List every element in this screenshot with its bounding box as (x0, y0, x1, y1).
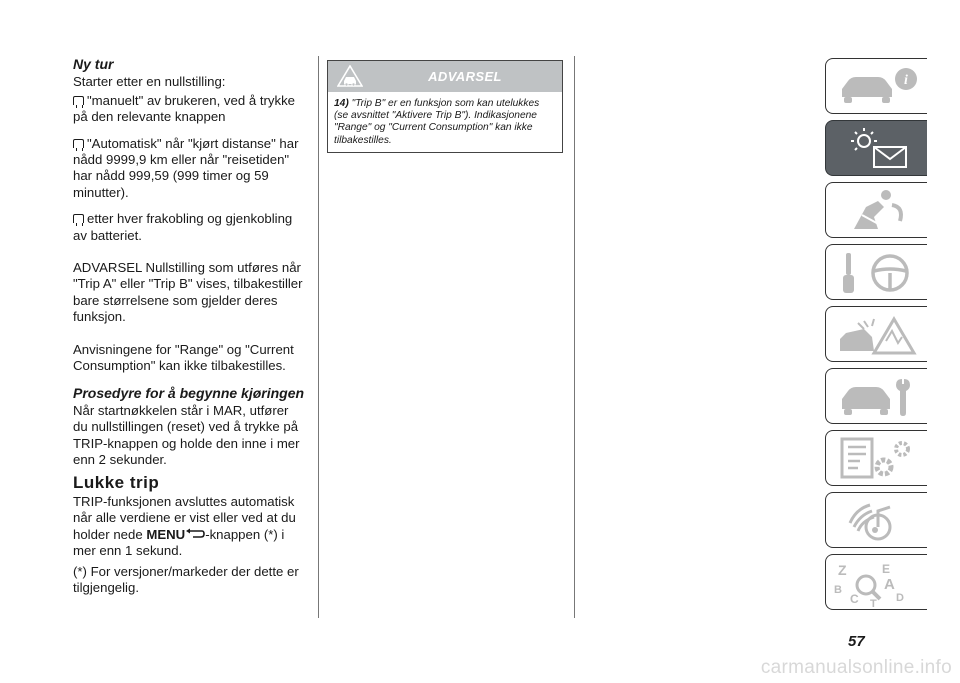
lukke-text-b: -knappen (*) i mer enn 1 sekund. (73, 526, 285, 559)
checkbox-bullet-icon (73, 96, 84, 105)
heading-procedure: Prosedyre for å begynne kjøringen (73, 384, 305, 401)
warning-box (327, 60, 563, 153)
bullet-item (73, 136, 305, 202)
bullet-text: "Automatisk" når "kjørt distanse" har nådd 9999,9 km eller når "reisetiden" har nådd 999,59 (999 timer og 59 minutter). (73, 135, 299, 200)
car-service-icon (834, 373, 922, 421)
tab-warning-lights[interactable] (825, 120, 927, 176)
bullet-text: etter hver frakobling og gjenkobling av batteriet. (73, 211, 293, 243)
index-letter: Z (838, 562, 847, 578)
back-arrow-icon (185, 528, 205, 538)
index-letter: B (834, 584, 842, 596)
warning-header (328, 61, 562, 92)
column-divider (574, 56, 575, 618)
checkbox-bullet-icon (73, 214, 84, 223)
warning-title: ADVARSEL (428, 69, 502, 84)
multimedia-icon (834, 497, 922, 545)
index-letter: C (850, 592, 859, 606)
lukke-paragraph (73, 494, 305, 560)
index-letter: A (884, 576, 895, 593)
index-letter: E (882, 562, 891, 576)
bullet-item (73, 93, 305, 126)
tab-starting-driving[interactable] (825, 244, 927, 300)
index-icon (834, 559, 922, 607)
bullet-text: "manuelt" av brukeren, ved å trykke på den relevante knappen (73, 92, 296, 125)
menu-label: MENU (146, 526, 186, 542)
column-divider (318, 56, 319, 618)
tab-technical-data[interactable] (825, 430, 927, 486)
watermark-footer: carmanualsonline.info (760, 657, 952, 678)
car-info-icon (834, 63, 922, 111)
warning-lights-icon (834, 125, 922, 173)
tab-maintenance[interactable] (825, 368, 927, 424)
advarsel-paragraph: ADVARSEL Nullstilling som utføres når "Trip A" eller "Trip B" vises, tilbakestiller bare størrelsene som gjelder deres funksjon. (73, 260, 303, 325)
left-column (73, 56, 305, 606)
key-steering-wheel-icon (834, 249, 922, 297)
page-number: 57 (848, 633, 865, 650)
footnote: (*) For versjoner/markeder der dette er tilgjengelig. (73, 563, 299, 595)
seat-airbag-icon (834, 187, 922, 235)
specifications-gear-icon (834, 435, 922, 483)
warning-text: "Trip B" er en funksjon som kan utelukkes (se avsnittet "Aktivere Trip B"). Indikasjonene "Range" og "Current Consumption" kan ikke tilbakestilles. (334, 98, 540, 146)
procedure-paragraph: Når startnøkkelen står i MAR, utfører du nullstillingen (reset) ved å trykke på TRIP-knappen og holde den inne i mer enn 2 sekunder. (73, 402, 300, 468)
index-letter: T (870, 598, 877, 607)
tab-safety[interactable] (825, 182, 927, 238)
range-paragraph: Anvisningene for "Range" og "Current Consumption" kan ikke tilbakestilles. (73, 341, 294, 374)
bullet-item (73, 211, 305, 244)
tab-car-info[interactable] (825, 58, 927, 114)
tab-index[interactable] (825, 554, 927, 610)
accident-warning-icon (834, 311, 922, 359)
heading-lukke-trip: Lukke trip (73, 472, 160, 492)
checkbox-bullet-icon (73, 139, 84, 148)
heading-ny-tur: Ny tur (73, 56, 114, 72)
index-letter: D (896, 592, 904, 604)
lukke-text-a: TRIP-funksjonen avsluttes automatisk når alle verdiene er vist eller ved at du holder nede (73, 493, 296, 542)
svg-text:i: i (904, 73, 908, 88)
tab-emergency[interactable] (825, 306, 927, 362)
warning-body (328, 92, 562, 152)
tab-multimedia[interactable] (825, 492, 927, 548)
intro-text: Starter etter en nullstilling: (73, 74, 226, 90)
warning-number: 14) (334, 98, 349, 109)
